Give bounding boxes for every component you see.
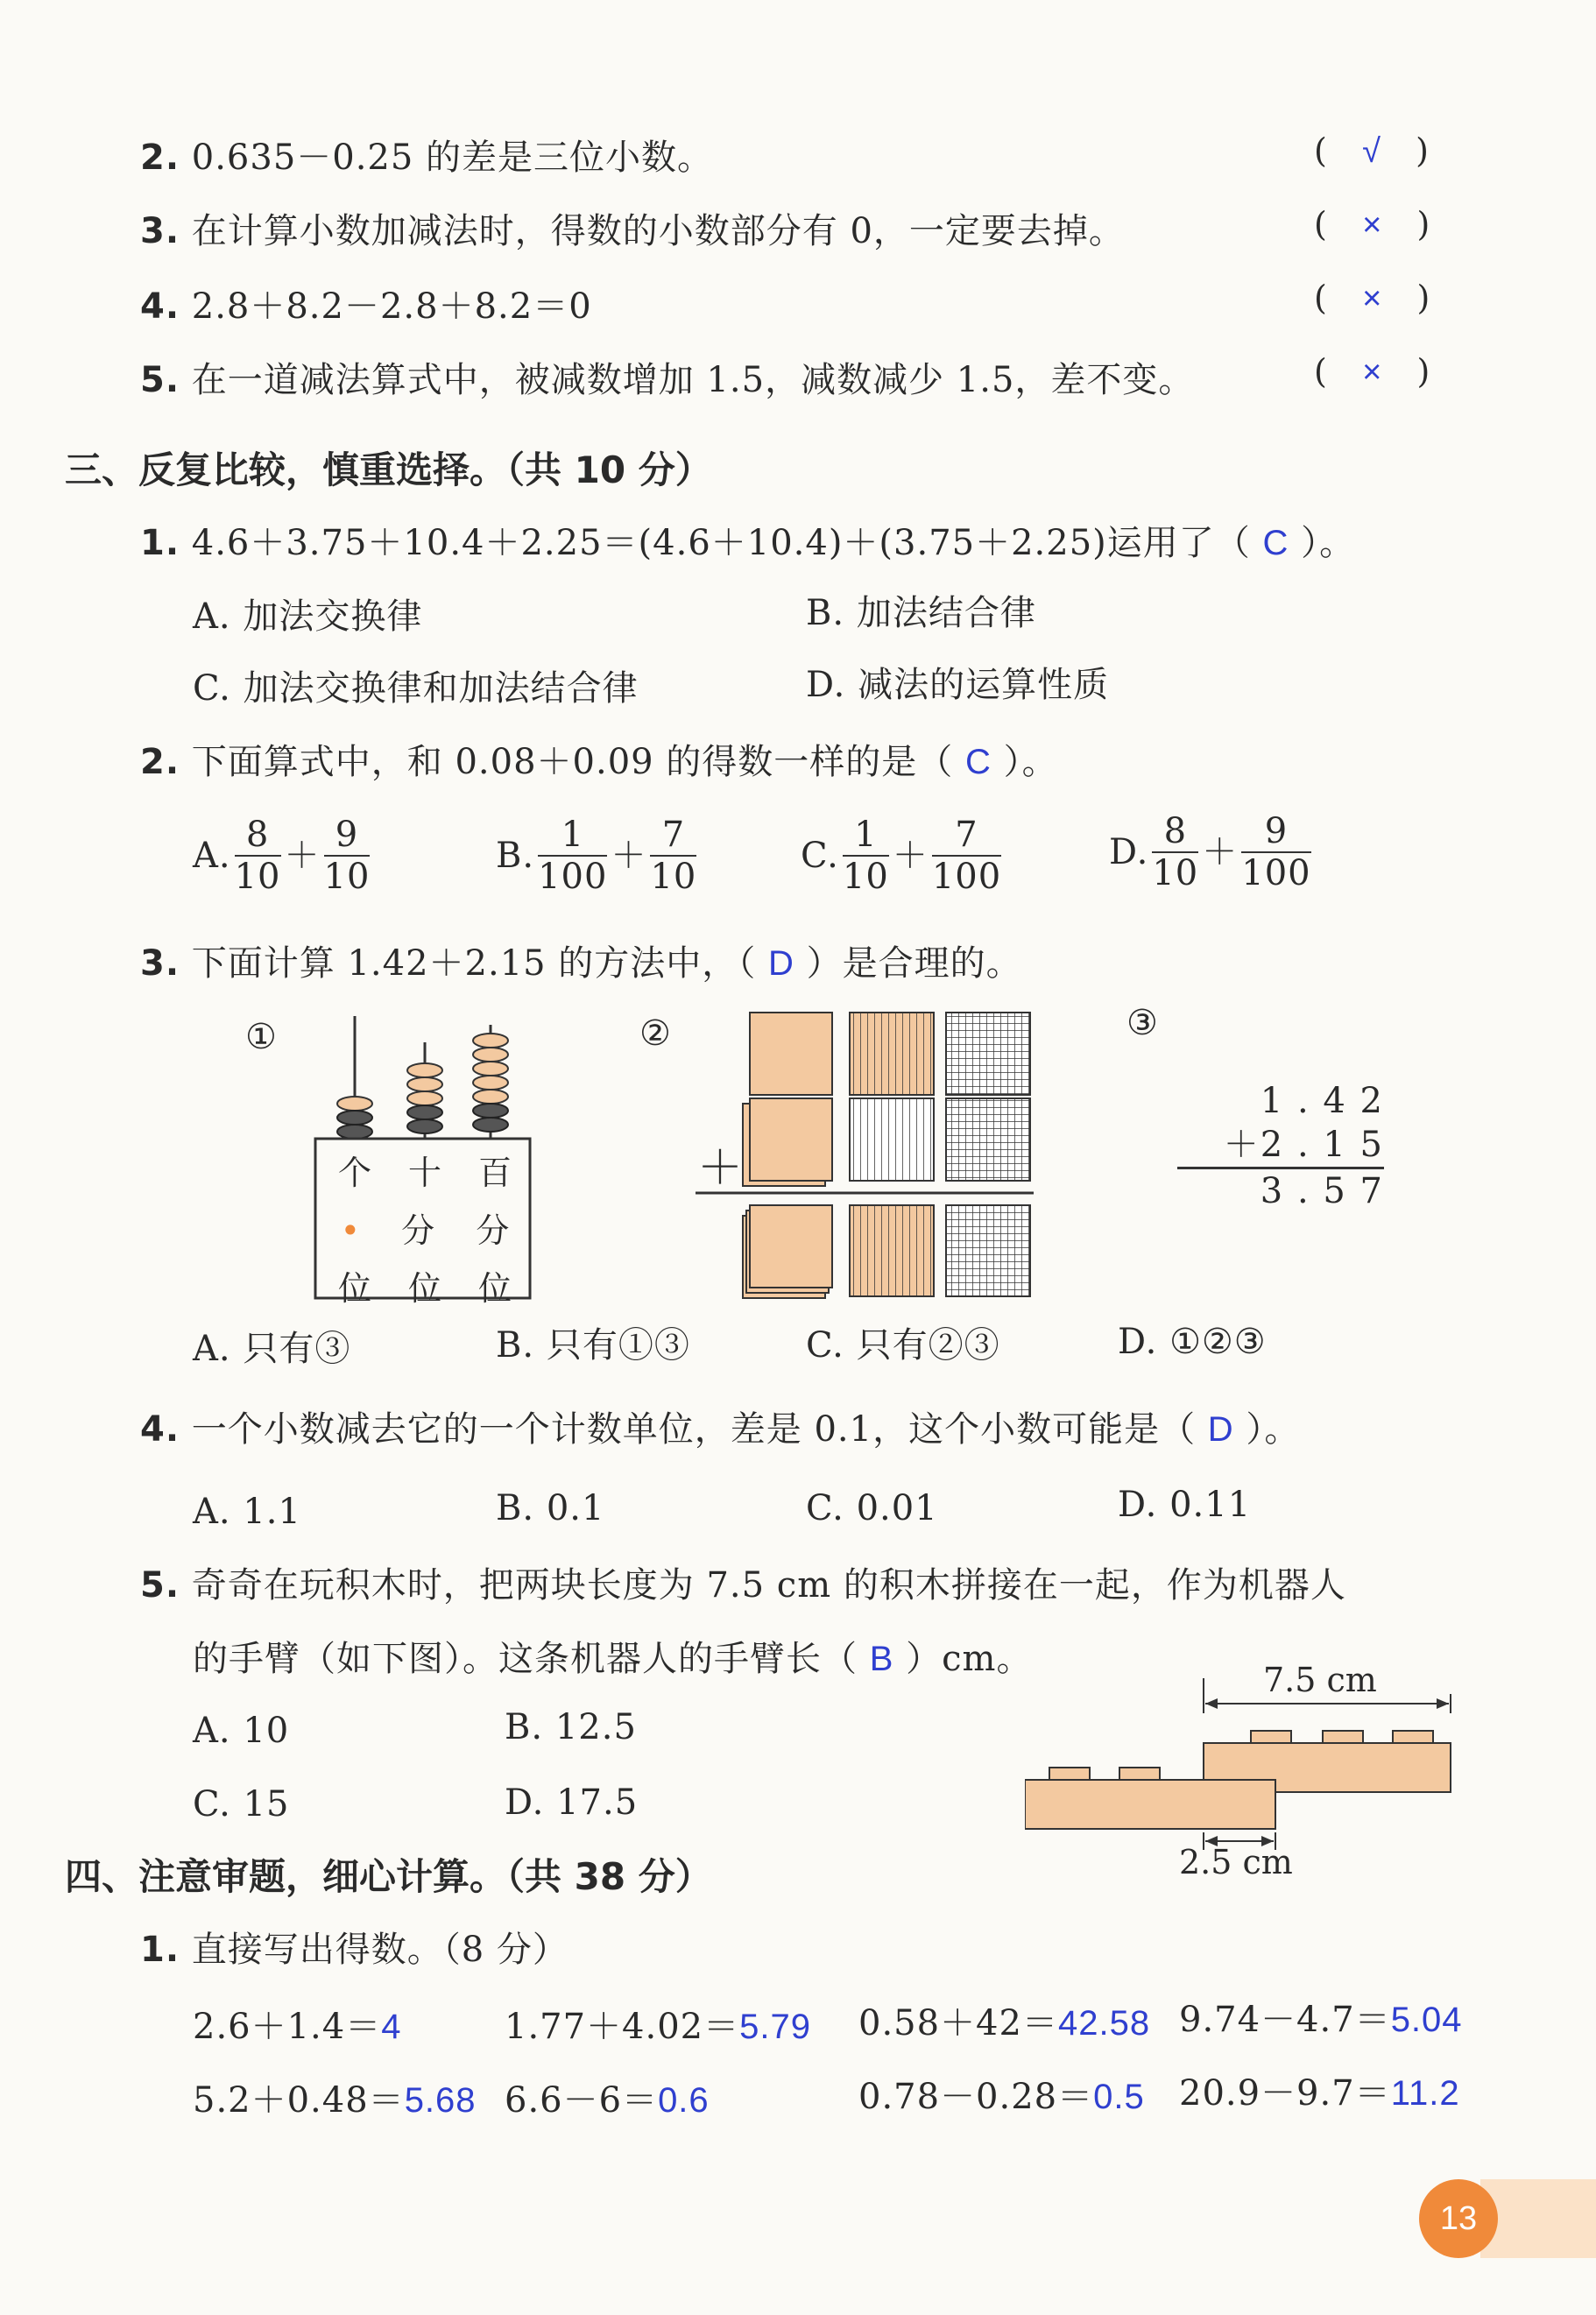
answer-paren: ( × ) [1314,279,1431,317]
hundredths-block [946,1205,1030,1296]
addend-2: 2 . 1 5 [1260,1125,1384,1165]
lego-block-lower [1025,1780,1275,1829]
answer-letter: C [965,743,992,781]
denominator: 100 [931,857,1002,897]
sum: 3 . 5 7 [1177,1167,1384,1213]
item-number: 1. [140,523,180,563]
option-label: B. [496,836,535,876]
fraction-option-c: C. $\frac{1}{10}$ ＋ $\frac{7}{100}$ [801,815,1002,897]
question-4 [140,1408,1300,1450]
figure-1-label: ① [245,1017,278,1057]
numerator: 1 [843,815,889,857]
beads-tenths [407,1063,442,1133]
question-text-end: ）cm。 [906,1639,1033,1679]
numerator: 8 [235,815,281,857]
result: 5.79 [739,2008,811,2046]
option-b: B. 12.5 [505,1707,637,1747]
question-5-line-2 [193,1638,1032,1680]
item-text: 0.635－0.25 的差是三位小数。 [191,138,714,178]
option-c: C. 15 [193,1784,290,1824]
dimension-label-bottom: 2.5 cm [1179,1843,1293,1881]
option-label: A. [193,836,231,876]
question-text-end: ）。 [1003,742,1058,782]
answer-paren: ( √ ) [1314,131,1430,170]
expression: 9.74－4.7＝ [1179,2000,1391,2040]
dimension-label-top: 7.5 cm [1263,1661,1377,1699]
place-label: 分 [401,1211,435,1250]
judge-item-5 [140,359,1194,401]
option-a: A. 1.1 [193,1492,301,1532]
abacus-labels [320,1144,530,1317]
expression: 2.6＋1.4＝ [193,2007,382,2047]
figure-2-label: ② [639,1013,672,1054]
denominator: 10 [323,857,371,897]
question-text: 一个小数减去它的一个计数单位，差是 0.1，这个小数可能是（ [191,1409,1197,1450]
option-d: D. 17.5 [505,1782,639,1823]
one-block [750,1013,832,1095]
tenths-block [850,1205,934,1296]
question-text: 奇奇在玩积木时，把两块长度为 7.5 cm 的积木拼接在一起，作为机器人 [191,1565,1346,1606]
numerator: 7 [932,815,1001,857]
calc-item [193,2006,401,2048]
fraction-option-d: D. $\frac{8}{10}$ ＋ $\frac{9}{100}$ [1109,811,1311,893]
question-5 [140,1564,1346,1606]
denominator: 100 [1241,853,1311,893]
result: 0.5 [1093,2078,1145,2116]
question-text: 的手臂（如下图）。这条机器人的手臂长（ [193,1639,858,1679]
item-number: 1. [140,1930,180,1970]
item-number: 2. [140,742,180,782]
answer-mark: √ [1362,133,1381,170]
place-label: 个 [337,1154,371,1192]
answer-letter: B [869,1640,894,1678]
result: 0.6 [658,2081,710,2120]
answer-letter: D [1207,1410,1234,1449]
question-text: 4.6＋3.75＋10.4＋2.25＝(4.6＋10.4)＋(3.75＋2.25)运用了（ [191,523,1251,563]
item-number: 2. [140,138,180,178]
beads-ones [337,1097,372,1139]
option-label: D. [1109,832,1149,872]
numerator: 9 [324,815,371,857]
numerator: 8 [1152,811,1198,853]
question-2 [140,741,1058,783]
question-text: 直接写出得数。（8 分） [191,1930,568,1970]
option-c: C. 只有②③ [806,1325,1000,1366]
answer-paren: ( × ) [1314,205,1431,243]
calc-item [1179,2072,1460,2114]
calc-item [858,2002,1150,2044]
option-c: C. 加法交换律和加法结合律 [193,668,639,709]
beads-hundredths [473,1034,508,1132]
question-4-1 [140,1929,568,1971]
fraction [843,815,889,897]
result: 42.58 [1057,2004,1151,2043]
question-text-end: ）。 [1246,1409,1301,1450]
question-3 [140,942,1022,985]
denominator: 10 [1152,853,1199,893]
item-number: 3. [140,211,180,251]
item-number: 5. [140,1565,180,1606]
page-number: 13 [1419,2179,1498,2258]
answer-letter: D [768,944,794,983]
question-text: 下面计算 1.42＋2.15 的方法中，（ [191,943,757,984]
vertical-addition [1191,1079,1384,1213]
calc-item [858,2076,1145,2118]
decimal-point: • [340,1211,360,1250]
option-a: A. 10 [193,1711,290,1751]
answer-letter: C [1262,524,1289,562]
section-4-title: 四、注意审题，细心计算。（共 38 分） [65,1855,712,1898]
plus-sign: ＋ [697,1142,744,1195]
option-a: A. 只有③ [193,1329,351,1369]
one-block [750,1098,832,1181]
item-number: 4. [140,286,180,327]
option-label: C. [801,836,839,876]
question-text-end: ）是合理的。 [806,943,1022,984]
result: 4 [381,2008,402,2046]
expression: 1.77＋4.02＝ [505,2007,740,2047]
item-number: 3. [140,943,180,984]
question-1 [140,522,1355,564]
place-label: 分 [476,1211,510,1250]
expression: 0.58＋42＝ [858,2003,1058,2043]
result: 5.68 [404,2081,477,2120]
figure-3-label: ③ [1126,1003,1159,1043]
place-label: 百 [477,1154,512,1192]
place-label: 位 [337,1269,371,1308]
denominator: 10 [234,857,281,897]
fraction [650,815,696,897]
option-b: B. 加法结合律 [806,593,1036,633]
judge-item-4 [140,286,592,328]
answer-mark: × [1362,354,1383,391]
judge-item-2 [140,137,713,179]
result: 11.2 [1390,2074,1460,2113]
option-b: B. 0.1 [496,1488,605,1528]
answer-mark: × [1362,207,1383,243]
fraction-option-b: B. $\frac{1}{100}$ ＋ $\frac{7}{10}$ [496,815,697,897]
calc-item [193,2079,477,2121]
question-text-end: ）。 [1301,523,1356,563]
fraction [235,815,281,897]
item-number: 4. [140,1409,180,1450]
item-text: 在一道减法算式中，被减数增加 1.5，减数减少 1.5，差不变。 [191,360,1195,400]
tenths-block [850,1098,934,1181]
expression: 20.9－9.7＝ [1179,2073,1391,2114]
option-d: D. ①②③ [1118,1322,1267,1362]
addend-1: 1 . 4 2 [1260,1081,1384,1121]
fraction [538,815,607,897]
calc-item [505,2079,710,2121]
denominator: 100 [538,857,608,897]
numerator: 1 [538,815,607,857]
judge-item-3 [140,210,1125,252]
option-d: D. 减法的运算性质 [806,665,1110,705]
answer-paren: ( × ) [1314,352,1431,391]
numerator: 9 [1241,811,1310,853]
denominator: 10 [650,857,697,897]
place-label: 位 [477,1269,512,1308]
place-label: 位 [407,1269,441,1308]
calc-item [1179,1999,1463,2041]
one-block [750,1205,832,1288]
expression: 0.78－0.28＝ [858,2077,1094,2117]
item-text: 2.8＋8.2－2.8＋8.2＝0 [191,286,592,327]
fraction [1152,811,1198,893]
place-value-blocks [692,1002,1042,1309]
plus-sign: ＋ [1223,1125,1261,1165]
calc-item [505,2006,811,2048]
expression: 5.2＋0.48＝ [193,2080,405,2121]
item-text: 在计算小数加减法时，得数的小数部分有 0，一定要去掉。 [191,211,1125,251]
fraction-option-a: A. $\frac{8}{10}$ ＋ $\frac{9}{10}$ [193,815,371,897]
option-d: D. 0.11 [1118,1485,1252,1525]
item-number: 5. [140,360,180,400]
hundredths-block [946,1098,1030,1181]
hundredths-block [946,1013,1030,1095]
numerator: 7 [650,815,696,857]
option-c: C. 0.01 [806,1488,938,1528]
section-3-title: 三、反复比较，慎重选择。（共 10 分） [65,448,712,491]
place-label: 十 [407,1154,441,1192]
option-b: B. 只有①③ [496,1325,690,1366]
fraction [932,815,1001,897]
option-a: A. 加法交换律 [193,596,423,637]
denominator: 10 [842,857,889,897]
expression: 6.6－6＝ [505,2080,659,2121]
answer-mark: × [1362,280,1383,317]
tenths-block [850,1013,934,1095]
fraction [1241,811,1310,893]
result: 5.04 [1390,2001,1463,2039]
fraction [324,815,371,897]
question-text: 下面算式中，和 0.08＋0.09 的得数一样的是（ [191,742,954,782]
